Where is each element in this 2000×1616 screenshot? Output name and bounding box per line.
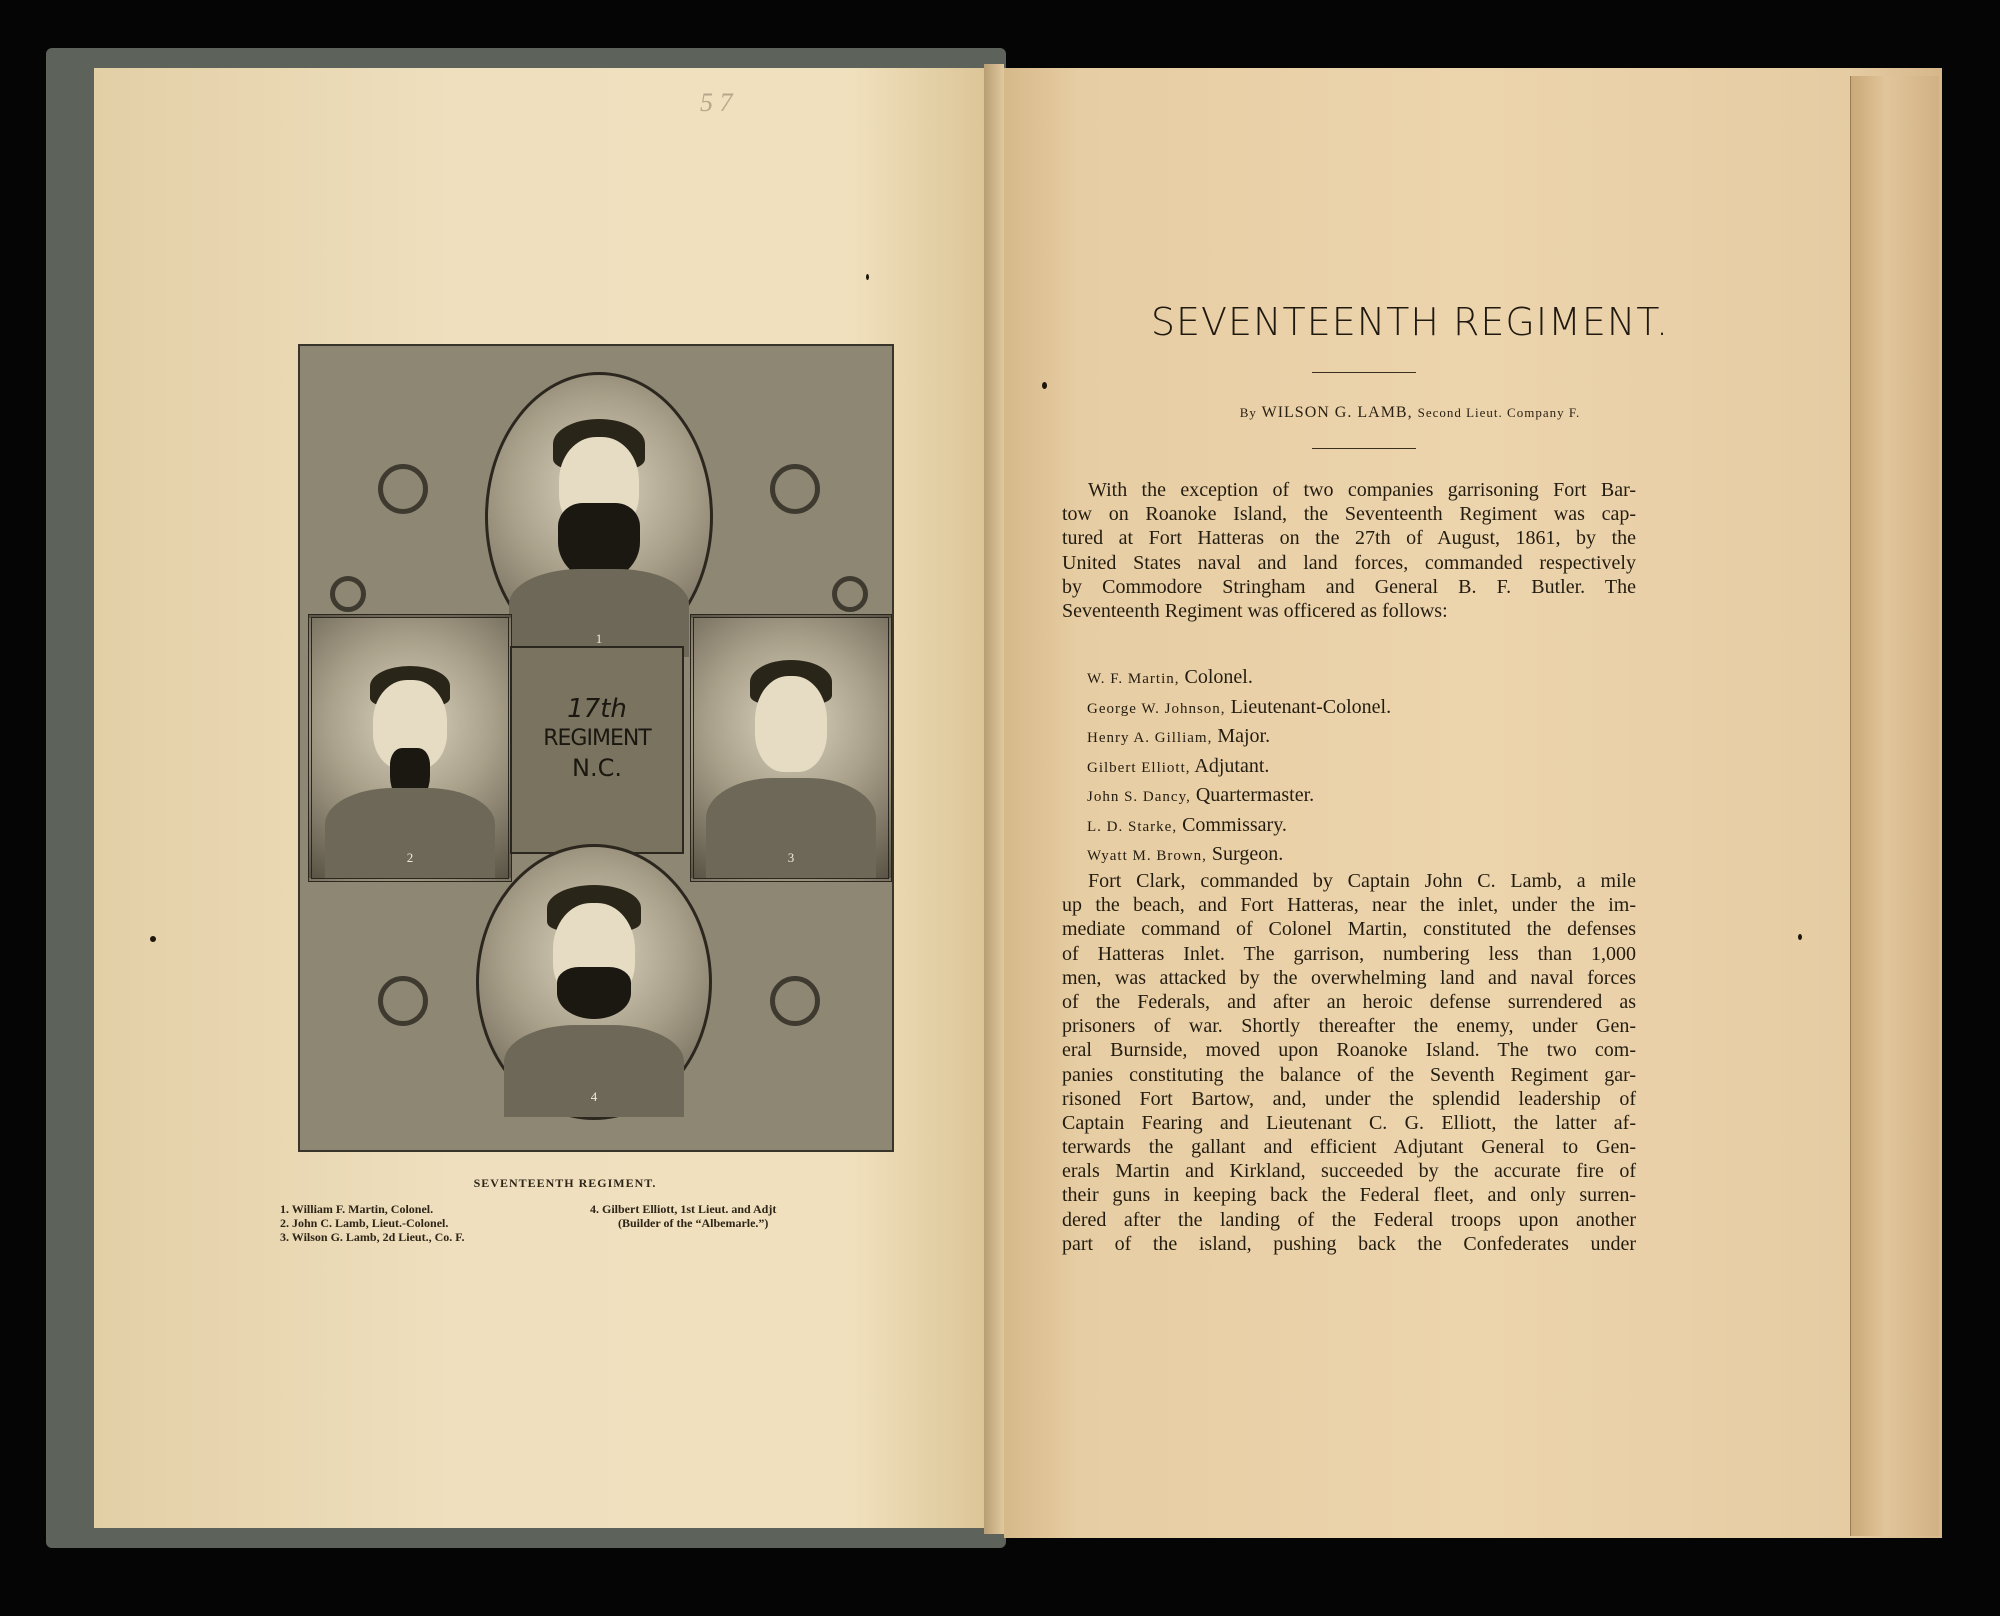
portrait-number: 1 [595, 631, 603, 646]
regiment-label [510, 646, 684, 854]
officer-row [1087, 782, 1391, 812]
officer-row [1087, 841, 1391, 871]
officer-role: Major. [1217, 725, 1271, 747]
caption-list-left [280, 1202, 465, 1244]
portrait-plate [298, 344, 894, 1152]
text-line: up the beach, and Fort Hatteras, near the inlet, under the im- [1062, 894, 1636, 917]
scroll-ornament [770, 976, 820, 1026]
portrait-face [755, 676, 827, 772]
page-speck [1798, 934, 1802, 940]
text-line: dered after the landing of the Federal troops upon another [1062, 1208, 1636, 1231]
byline-name: WILSON G. LAMB, [1261, 404, 1413, 421]
portrait-4 [476, 844, 712, 1120]
portrait-1 [485, 372, 713, 662]
officer-role: Lieutenant-Colonel. [1230, 695, 1392, 718]
text-line: Seventeenth Regiment was officered as follows: [1062, 599, 1448, 622]
paragraph-2 [1062, 869, 1636, 1256]
officer-name: W. F. Martin, [1087, 671, 1180, 687]
pencil-note: 5 7 [700, 88, 733, 117]
caption-item: (Builder of the “Albemarle.”) [618, 1216, 769, 1230]
officer-name: Henry A. Gilliam, [1087, 730, 1213, 746]
officer-role: Commissary. [1182, 813, 1287, 836]
text-line: Fort Clark, commanded by Captain John C. Lamb, a mile [1088, 870, 1636, 892]
byline-by: By [1239, 405, 1257, 420]
text-line: United States naval and land forces, commanded respectively [1062, 551, 1636, 574]
byline [1110, 404, 1710, 422]
officer-list [1087, 664, 1391, 871]
officer-name: Gilbert Elliott, [1087, 759, 1191, 776]
caption-item: 1. William F. Martin, Colonel. [280, 1202, 434, 1216]
text-line: prisoners of war. Shortly thereafter the enemy, under Gen- [1062, 1015, 1636, 1038]
text-line: of the Federals, and after an heroic defense surrendered as [1062, 990, 1636, 1013]
text-line: of Hatteras Inlet. The garrison, numbering less than 1,000 [1062, 942, 1636, 965]
title-rule [1312, 372, 1416, 373]
scroll-ornament [378, 464, 428, 514]
scroll-ornament [378, 976, 428, 1026]
officer-name: L. D. Starke, [1087, 818, 1178, 835]
text-line: their guns in keeping back the Federal fleet, and only surren- [1062, 1184, 1636, 1207]
officer-row [1087, 694, 1391, 724]
text-line: men, was attacked by the overwhelming land and naval forces [1062, 966, 1636, 989]
page-speck [866, 274, 869, 280]
text-line: tow on Roanoke Island, the Seventeenth Regiment was cap- [1062, 503, 1636, 526]
officer-name: Wyatt M. Brown, [1087, 848, 1207, 864]
officer-name: John S. Dancy, [1087, 789, 1191, 805]
officer-row [1087, 664, 1391, 694]
officer-role: Quartermaster. [1195, 784, 1315, 806]
page-edges [1850, 76, 1939, 1536]
text-line: tured at Fort Hatteras on the 27th of August, 1861, by the [1062, 527, 1636, 550]
officer-role: Colonel. [1184, 666, 1253, 688]
text-line: part of the island, pushing back the Confederates under [1062, 1232, 1636, 1255]
page-speck [150, 936, 156, 942]
text-line: by Commodore Stringham and General B. F. Butler. The [1062, 575, 1636, 598]
plate-caption-title: SEVENTEENTH REGIMENT. [473, 1176, 657, 1190]
portrait-beard [557, 967, 631, 1019]
caption-item: 4. Gilbert Elliott, 1st Lieut. and Adjt [590, 1202, 777, 1216]
gutter [984, 64, 1004, 1534]
caption-item: 2. John C. Lamb, Lieut.-Colonel. [280, 1216, 449, 1230]
scroll-ornament [770, 464, 820, 514]
caption-list-right [590, 1202, 776, 1230]
officer-role: Adjutant. [1194, 754, 1270, 777]
byline-rule [1312, 448, 1416, 449]
portrait-3 [690, 614, 892, 882]
text-line: erals Martin and Kirkland, succeeded by the accurate fire of [1062, 1160, 1636, 1183]
byline-rank: Second Lieut. Company F. [1417, 405, 1581, 420]
officer-row [1087, 753, 1391, 783]
portrait-number: 2 [406, 850, 414, 865]
officer-row [1087, 723, 1391, 753]
chapter-title: SEVENTEENTH REGIMENT. [1150, 300, 1670, 344]
scroll-ornament [832, 576, 868, 612]
portrait-2 [308, 614, 512, 882]
text-line: mediate command of Colonel Martin, constituted the defenses [1062, 918, 1636, 941]
text-line: eral Burnside, moved upon Roanoke Island. The two com- [1062, 1039, 1636, 1062]
regiment-number: 17th [567, 694, 627, 724]
text-line: terwards the gallant and efficient Adjutant General to Gen- [1062, 1136, 1636, 1159]
paragraph-1 [1062, 478, 1636, 623]
scroll-ornament [330, 576, 366, 612]
caption-item: 3. Wilson G. Lamb, 2d Lieut., Co. F. [280, 1230, 465, 1244]
page-speck [1042, 382, 1047, 389]
portrait-number: 3 [787, 850, 795, 865]
portrait-number: 4 [590, 1089, 598, 1104]
text-line: risoned Fort Bartow, and, under the splendid leadership of [1062, 1087, 1636, 1110]
officer-name: George W. Johnson, [1087, 700, 1226, 717]
regiment-state: N.C. [572, 754, 622, 782]
officer-role: Surgeon. [1211, 843, 1284, 865]
text-line: panies constituting the balance of the Seventh Regiment gar- [1062, 1063, 1636, 1086]
officer-row [1087, 812, 1391, 842]
regiment-word: REGIMENT [543, 726, 651, 751]
text-line: Captain Fearing and Lieutenant C. G. Elliott, the latter af- [1062, 1111, 1636, 1134]
text-line: With the exception of two companies garrisoning Fort Bar- [1088, 479, 1636, 501]
